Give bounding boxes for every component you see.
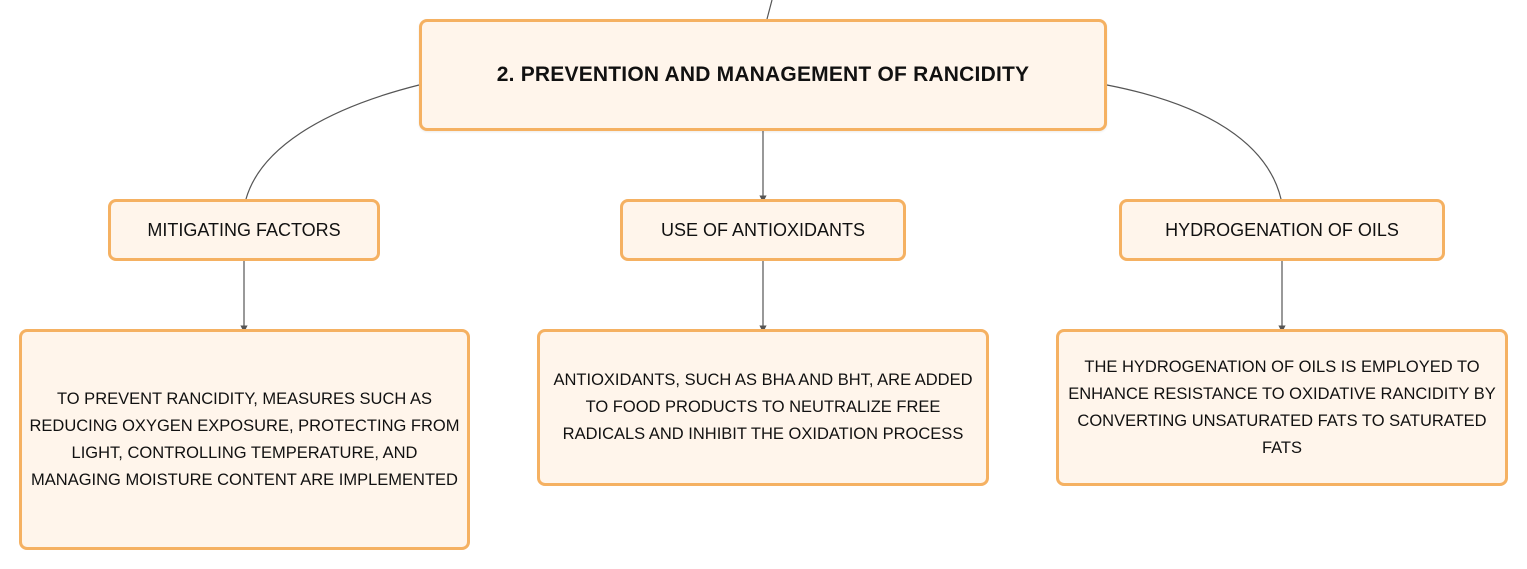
detail-node-mitigating-factors[interactable] [19, 329, 470, 550]
detail-node-use-of-antioxidants[interactable] [537, 329, 989, 486]
branch-node-use-of-antioxidants[interactable] [620, 199, 906, 261]
detail-text: TO PREVENT RANCIDITY, MEASURES SUCH AS REDUCING OXYGEN EXPOSURE, PROTECTING FROM LIGHT, CONTROLLING TEMPERATURE, AND MANAGING MOISTURE CONTENT ARE IMPLEMENTED [29, 389, 460, 489]
root-node[interactable] [419, 19, 1107, 131]
branch-node-hydrogenation-of-oils[interactable] [1119, 199, 1445, 261]
branch-label: MITIGATING FACTORS [147, 219, 341, 240]
branch-node-mitigating-factors[interactable] [108, 199, 380, 261]
branch-label: USE OF ANTIOXIDANTS [660, 219, 866, 240]
incoming-connector [767, 0, 772, 19]
root-title: 2. PREVENTION AND MANAGEMENT OF RANCIDITY [496, 63, 1030, 86]
detail-text: ANTIOXIDANTS, SUCH AS BHA AND BHT, ARE ADDED TO FOOD PRODUCTS TO NEUTRALIZE FREE RADICALS AND INHIBIT THE OXIDATION PROCESS [553, 371, 973, 443]
branch-label: HYDROGENATION OF OILS [1165, 219, 1399, 240]
connector-root-to-hydrogenation [1107, 85, 1281, 199]
detail-text: THE HYDROGENATION OF OILS IS EMPLOYED TO ENHANCE RESISTANCE TO OXIDATIVE RANCIDITY BY CONVERTING UNSATURATED FATS TO SATURATED FATS [1068, 357, 1496, 457]
connector-root-to-mitigating-factors [246, 85, 419, 199]
detail-node-hydrogenation-of-oils[interactable] [1056, 329, 1508, 486]
